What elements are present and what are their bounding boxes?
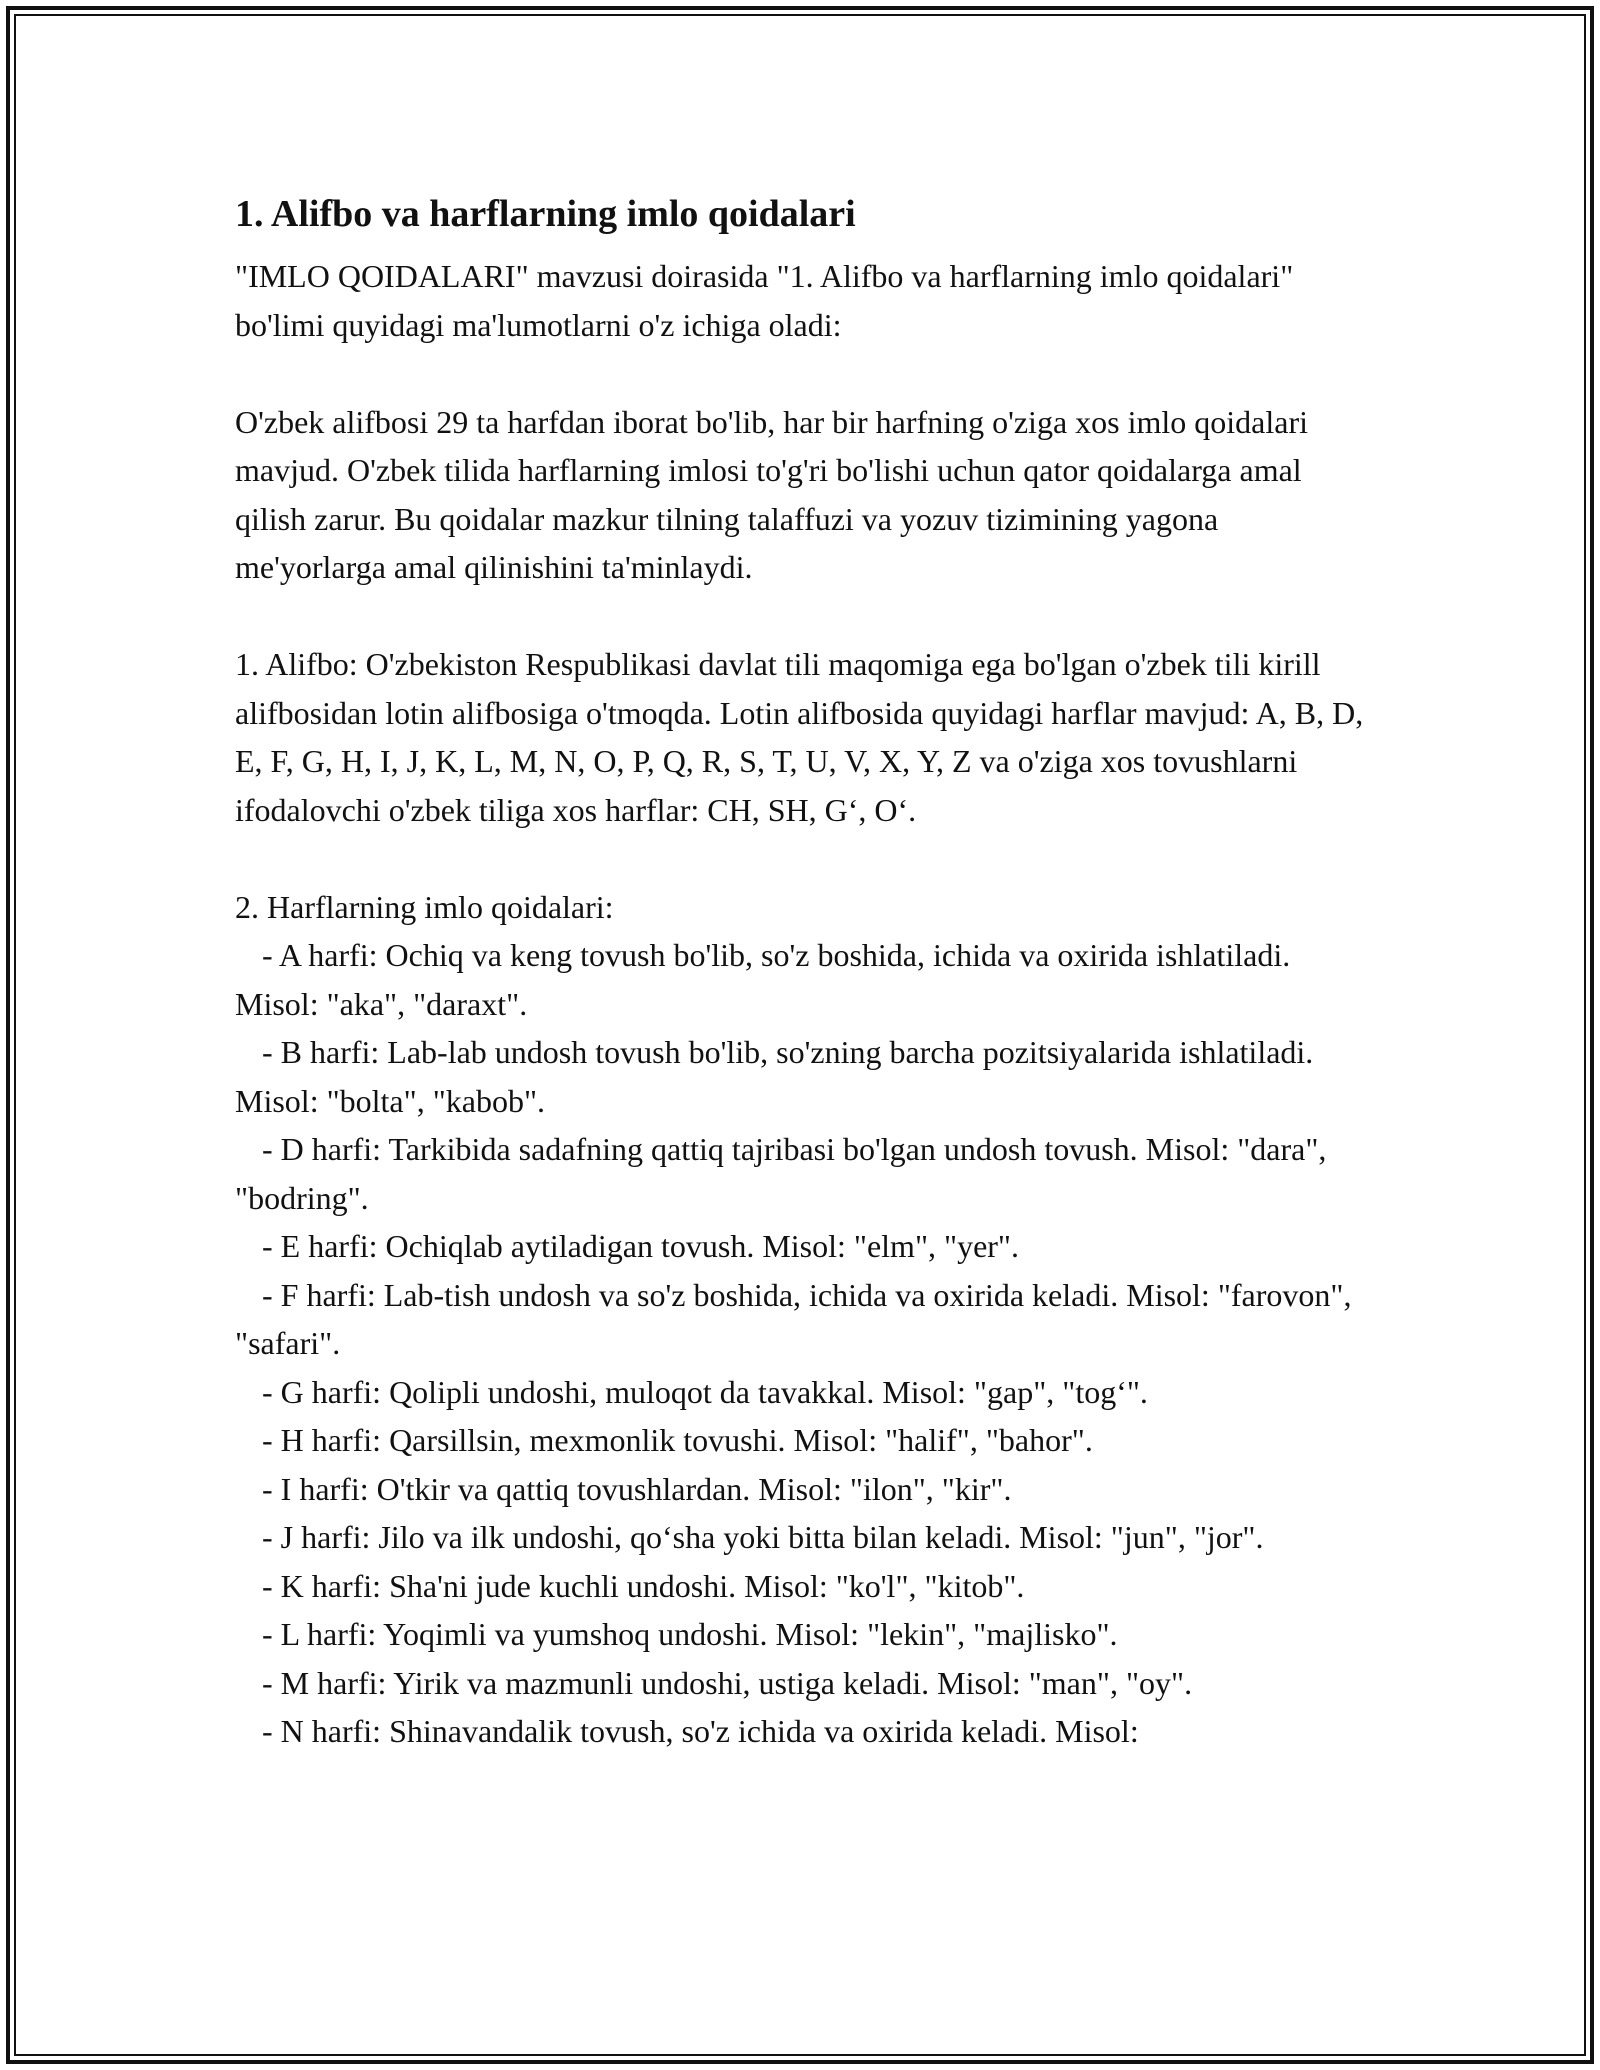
rule-text: - N harfi: Shinavandalik tovush, so'z ichida va oxirida keladi. Misol:	[262, 1713, 1139, 1749]
rule-text: - G harfi: Qolipli undoshi, muloqot da tavakkal. Misol: "gap", "tog‘".	[262, 1373, 1148, 1410]
rule-text: - E harfi: Ochiqlab aytiladigan tovush. Misol: "elm", "yer".	[262, 1228, 1019, 1264]
rule-item	[235, 1368, 1365, 1417]
rule-item	[235, 1610, 1365, 1659]
rule-item	[235, 1707, 1365, 1756]
rule-item	[235, 1271, 1365, 1368]
rule-text: - I harfi: O'tkir va qattiq tovushlardan. Misol: "ilon", "kir".	[262, 1470, 1012, 1507]
document-title: 1. Alifbo va harflarning imlo qoidalari	[235, 193, 856, 235]
rule-item	[235, 1513, 1365, 1562]
rule-item	[235, 1028, 1365, 1125]
rule-text: - F harfi: Lab-tish undosh va so'z boshida, ichida va oxirida keladi. Misol: "farovon", "safari".	[235, 1276, 1352, 1361]
rule-item	[235, 1125, 1365, 1222]
document-body	[235, 188, 1365, 1756]
alphabet-overview-paragraph: O'zbek alifbosi 29 ta harfdan iborat bo'lib, har bir harfning o'ziga xos imlo qoidalari mavjud. O'zbek tilida harflarning imlosi to'g'ri bo'lishi uchun qator qoidalarga amal qilish zarur. Bu qoidalar mazkur tilning talaffuzi va yozuv tizimining yagona me'yorlarga amal qilinishini ta'minlaydi.	[235, 403, 1308, 585]
rule-text: - H harfi: Qarsillsin, mexmonlik tovushi. Misol: "halif", "bahor".	[262, 1422, 1093, 1458]
rule-item	[235, 1562, 1365, 1611]
spelling-rules-heading: 2. Harflarning imlo qoidalari:	[235, 888, 614, 925]
rule-item	[235, 1416, 1365, 1465]
paragraph-spacer	[235, 592, 1365, 641]
rule-text: - J harfi: Jilo va ilk undoshi, qo‘sha yoki bitta bilan keladi. Misol: "jun", "jor".	[262, 1519, 1264, 1555]
intro-paragraph: "IMLO QOIDALARI" mavzusi doirasida "1. Alifbo va harflarning imlo qoidalari" bo'limi quyidagi ma'lumotlarni o'z ichiga oladi:	[235, 258, 1294, 343]
rule-item	[235, 1222, 1365, 1271]
rule-item	[235, 931, 1365, 1028]
rule-text: - A harfi: Ochiq va keng tovush bo'lib, so'z boshida, ichida va oxirida ishlatiladi. Misol: "aka", "daraxt".	[235, 937, 1291, 1022]
rule-text: - D harfi: Tarkibida sadafning qattiq tajribasi bo'lgan undosh tovush. Misol: "dara", "bodring".	[235, 1131, 1327, 1216]
paragraph-spacer	[235, 834, 1365, 883]
rule-text: - B harfi: Lab-lab undosh tovush bo'lib, so'zning barcha pozitsiyalarida ishlatiladi. Misol: "bolta", "kabob".	[235, 1034, 1314, 1119]
alphabet-section-paragraph: 1. Alifbo: O'zbekiston Respublikasi davlat tili maqomiga ega bo'lgan o'zbek tili kirill alifbosidan lotin alifbosiga o'tmoqda. Lotin alifbosida quyidagi harflar mavjud: A, B, D, E, F, G, H, I, J, K, L, M, N, O, P, Q, R, S, T, U, V, X, Y, Z va o'ziga xos tovushlarni ifodalovchi o'zbek tiliga xos harflar: CH, SH, G‘, O‘.	[235, 646, 1364, 828]
rule-text: - M harfi: Yirik va mazmunli undoshi, ustiga keladi. Misol: "man", "oy".	[262, 1664, 1193, 1701]
rule-text: - K harfi: Sha'ni jude kuchli undoshi. Misol: "ko'l", "kitob".	[262, 1567, 1025, 1604]
rule-text: - L harfi: Yoqimli va yumshoq undoshi. Misol: "lekin", "majlisko".	[262, 1616, 1118, 1652]
rule-item	[235, 1465, 1365, 1514]
paragraph-spacer	[235, 349, 1365, 398]
rule-item	[235, 1659, 1365, 1708]
